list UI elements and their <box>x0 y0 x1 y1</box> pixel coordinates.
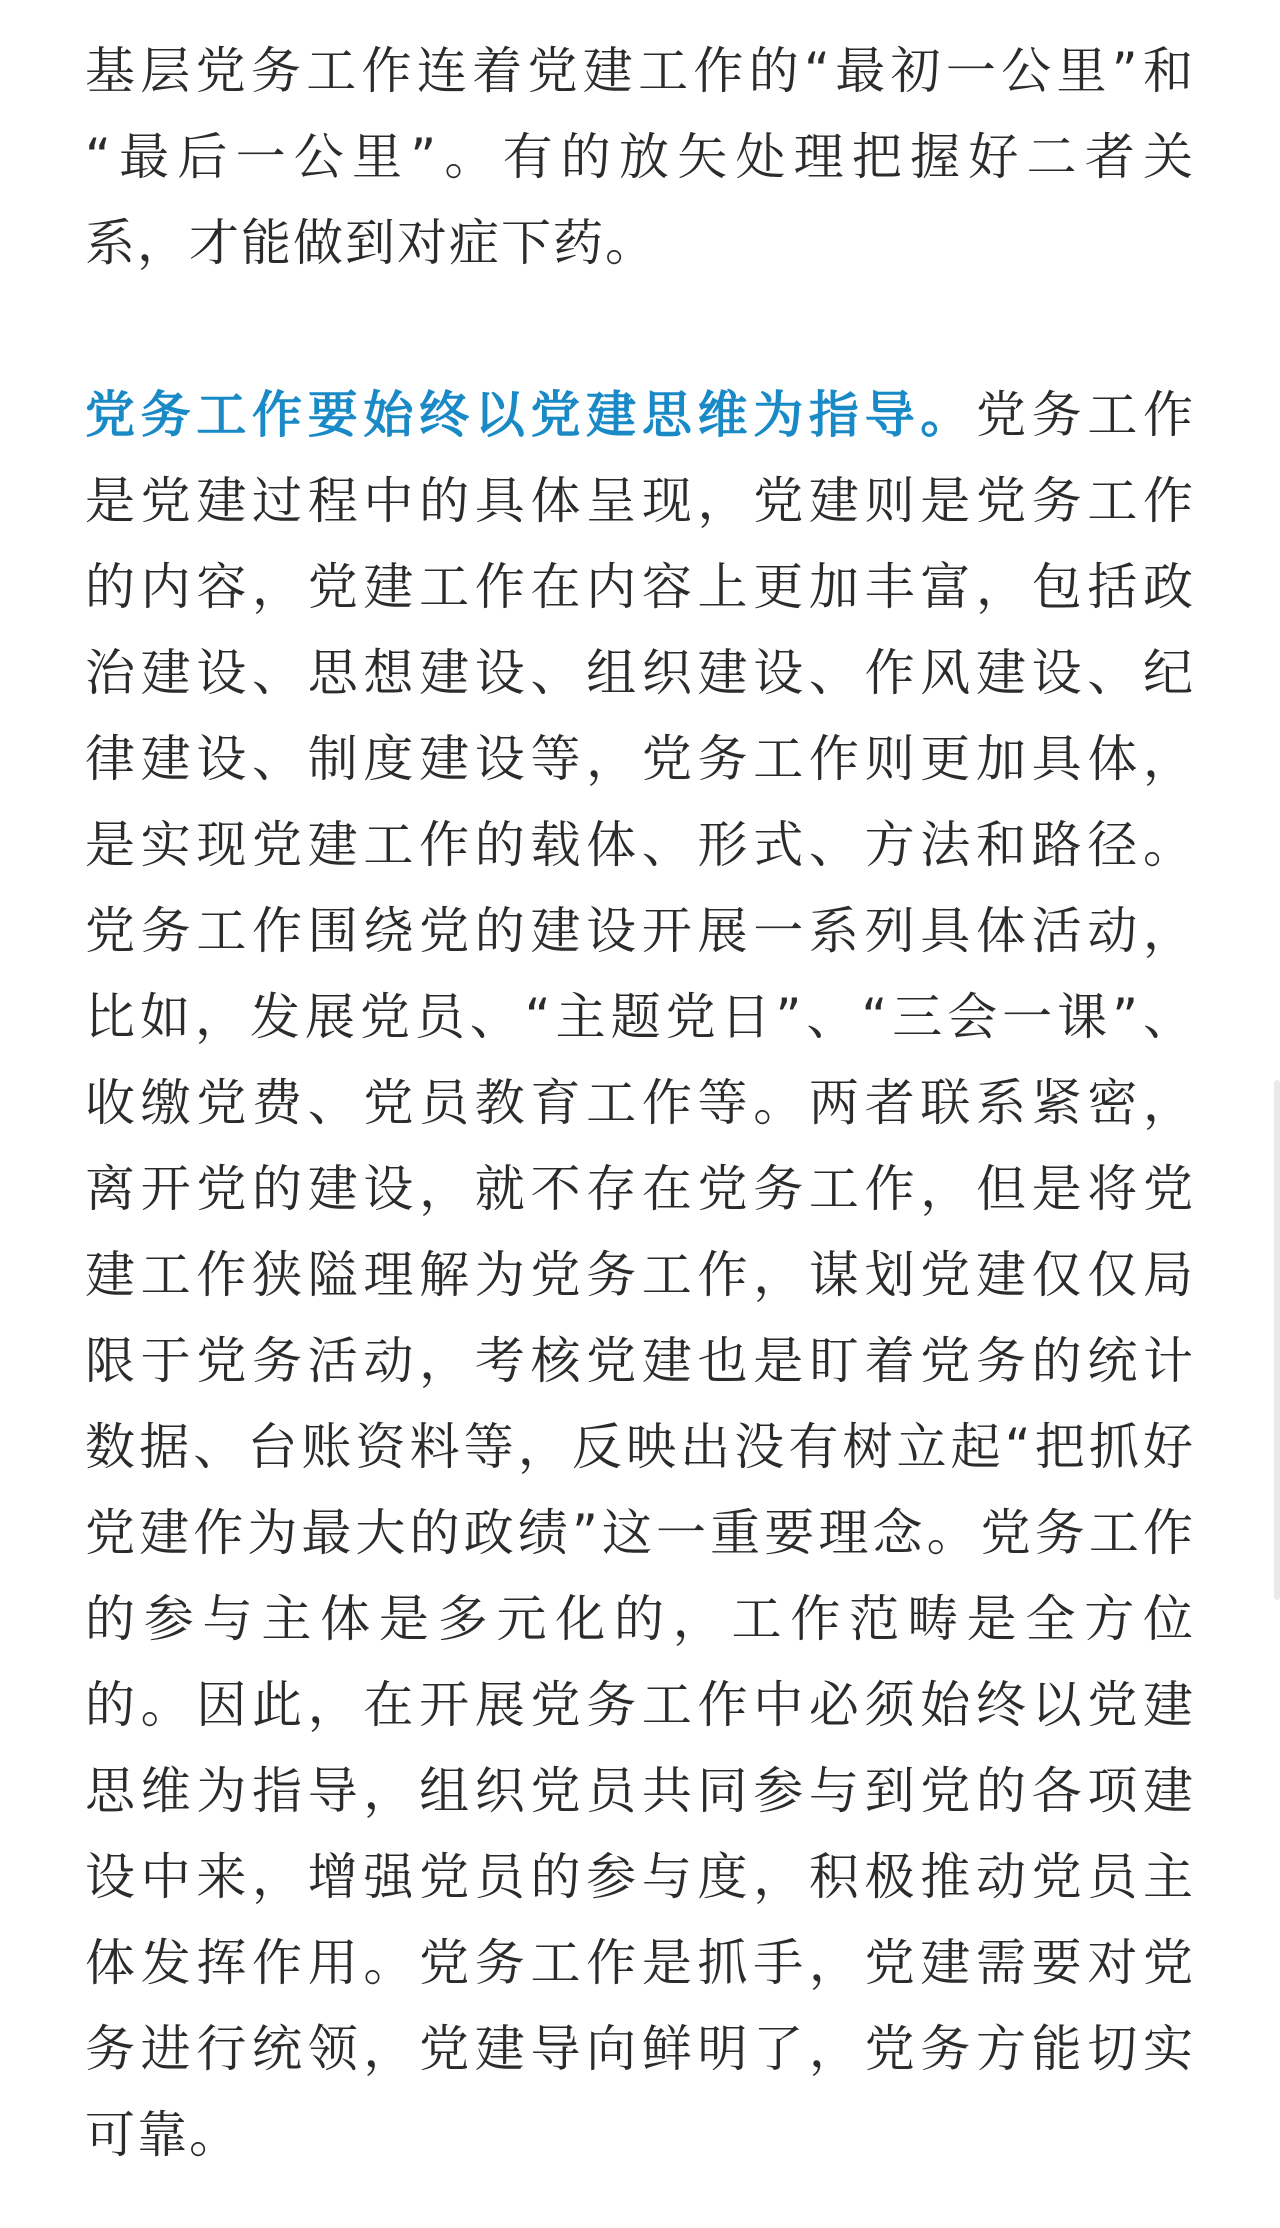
text-line: 律建设、制度建设等，党务工作则更加具体， <box>85 730 1195 788</box>
text-line: 是实现党建工作的载体、形式、方法和路径。 <box>85 816 1195 874</box>
text-line: 限于党务活动，考核党建也是盯着党务的统计 <box>85 1332 1195 1390</box>
text-line: 的参与主体是多元化的，工作范畴是全方位 <box>85 1590 1195 1648</box>
paragraph-main <box>85 372 1195 2178</box>
text-line: 数据、台账资料等，反映出没有树立起“把抓好 <box>85 1418 1195 1476</box>
text-line: 党务工作围绕党的建设开展一系列具体活动， <box>85 902 1195 960</box>
text-line: 务进行统领，党建导向鲜明了，党务方能切实 <box>85 2020 1195 2078</box>
text-line: 的内容，党建工作在内容上更加丰富，包括政 <box>85 558 1195 616</box>
scrollbar[interactable] <box>1274 1080 1280 1600</box>
text-line: 设中来，增强党员的参与度，积极推动党员主 <box>85 1848 1195 1906</box>
text-line-first <box>85 372 1195 458</box>
text-line: 党建作为最大的政绩”这一重要理念。党务工作 <box>85 1504 1195 1562</box>
text-line: 可靠。 <box>85 2106 241 2164</box>
paragraph-intro <box>85 28 1195 286</box>
text-line: 基层党务工作连着党建工作的“最初一公里”和 <box>85 42 1195 100</box>
text-line: 治建设、思想建设、组织建设、作风建设、纪 <box>85 644 1195 702</box>
text-line: 体发挥作用。党务工作是抓手，党建需要对党 <box>85 1934 1195 1992</box>
text-line: 是党建过程中的具体呈现，党建则是党务工作 <box>85 472 1195 530</box>
text-line: 思维为指导，组织党员共同参与到党的各项建 <box>85 1762 1195 1820</box>
text-line: 系，才能做到对症下药。 <box>85 214 657 272</box>
lead-line-rest: 党务工作 <box>975 386 1196 444</box>
text-line: 的。因此，在开展党务工作中必须始终以党建 <box>85 1676 1195 1734</box>
text-line: 离开党的建设，就不存在党务工作，但是将党 <box>85 1160 1195 1218</box>
article-body <box>85 28 1195 2178</box>
lead-sentence: 党务工作要始终以党建思维为指导。 <box>85 386 976 444</box>
text-line: 比如，发展党员、“主题党日”、“三会一课”、 <box>85 988 1195 1046</box>
text-line: 收缴党费、党员教育工作等。两者联系紧密， <box>85 1074 1195 1132</box>
text-line: 建工作狭隘理解为党务工作，谋划党建仅仅局 <box>85 1246 1195 1304</box>
text-line: “最后一公里”。有的放矢处理把握好二者关 <box>85 128 1195 186</box>
